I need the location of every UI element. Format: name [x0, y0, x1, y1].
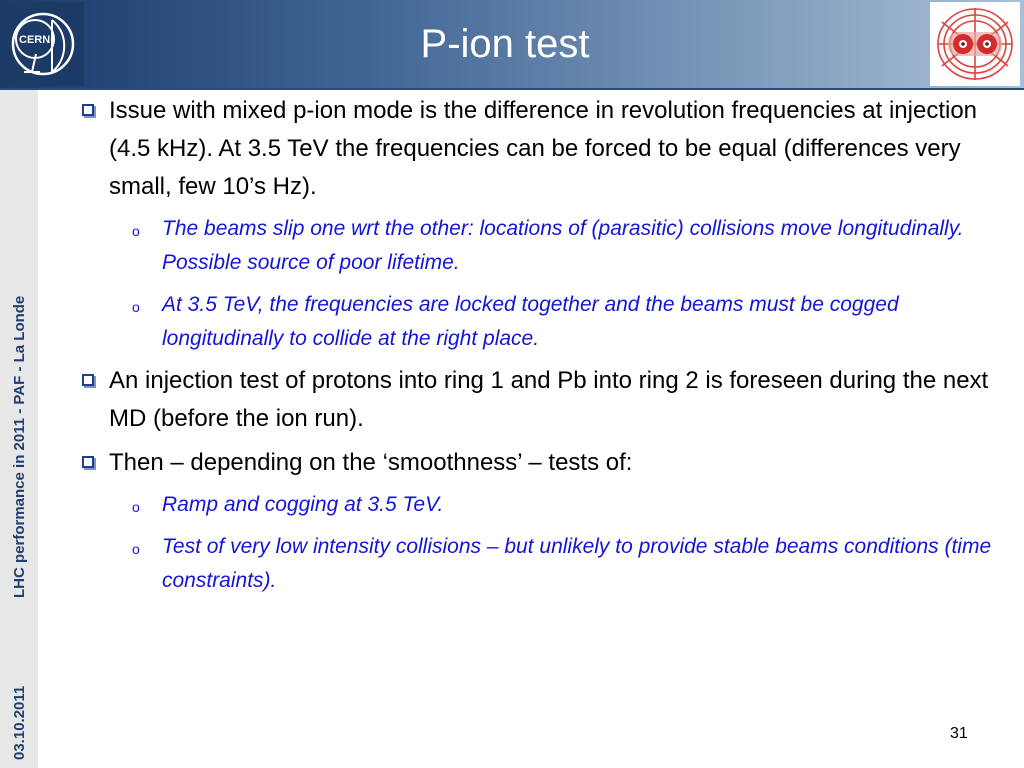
cern-logo: [2, 2, 84, 86]
sub-bullet-item: [78, 488, 998, 522]
bullet-text: An injection test of protons into ring 1 and Pb into ring 2 is foreseen during the next MD (before the ion run).: [109, 367, 989, 432]
circle-bullet-icon: o: [132, 299, 140, 315]
sub-bullet-text: Test of very low intensity collisions – but unlikely to provide stable beams conditions (time constraints).: [162, 535, 992, 592]
circle-bullet-icon: o: [132, 499, 140, 515]
sub-bullet-text: At 3.5 TeV, the frequencies are locked together and the beams must be cogged longitudinally to collide at the right place.: [162, 293, 899, 350]
sub-bullet-text: The beams slip one wrt the other: locations of (parasitic) collisions move longitudinally. Possible source of poor lifetime.: [162, 217, 964, 274]
slide-content: [78, 92, 998, 598]
circle-bullet-icon: o: [132, 541, 140, 557]
checkbox-bullet-icon: [82, 374, 94, 386]
sub-bullet-item: [78, 212, 998, 280]
sub-bullet-item: [78, 288, 998, 356]
bullet-item: [78, 92, 998, 206]
svg-text:LHC: LHC: [934, 83, 939, 85]
bullet-text: Then – depending on the ‘smoothness’ – tests of:: [109, 449, 633, 476]
checkbox-bullet-icon: [82, 104, 94, 116]
sub-bullet-item: [78, 530, 998, 598]
circle-bullet-icon: o: [132, 223, 140, 239]
sub-bullet-text: Ramp and cogging at 3.5 TeV.: [162, 493, 444, 516]
sidebar-date: 03.10.2011: [11, 685, 28, 760]
header-divider: [0, 88, 1024, 90]
slide-title: P-ion test: [420, 22, 590, 66]
page-number: 31: [950, 725, 968, 742]
bullet-text: Issue with mixed p-ion mode is the difference in revolution frequencies at injection (4.5 kHz). At 3.5 TeV the frequencies can be forced to be equal (differences very small, few 10’s Hz).: [109, 97, 978, 200]
sidebar-topic: LHC performance in 2011 - PAF - La Londe: [11, 295, 28, 598]
svg-text:CERN: CERN: [19, 34, 51, 46]
bullet-item: [78, 362, 998, 438]
lhc-logo: [930, 2, 1020, 86]
bullet-item: [78, 444, 998, 482]
checkbox-bullet-icon: [82, 456, 94, 468]
